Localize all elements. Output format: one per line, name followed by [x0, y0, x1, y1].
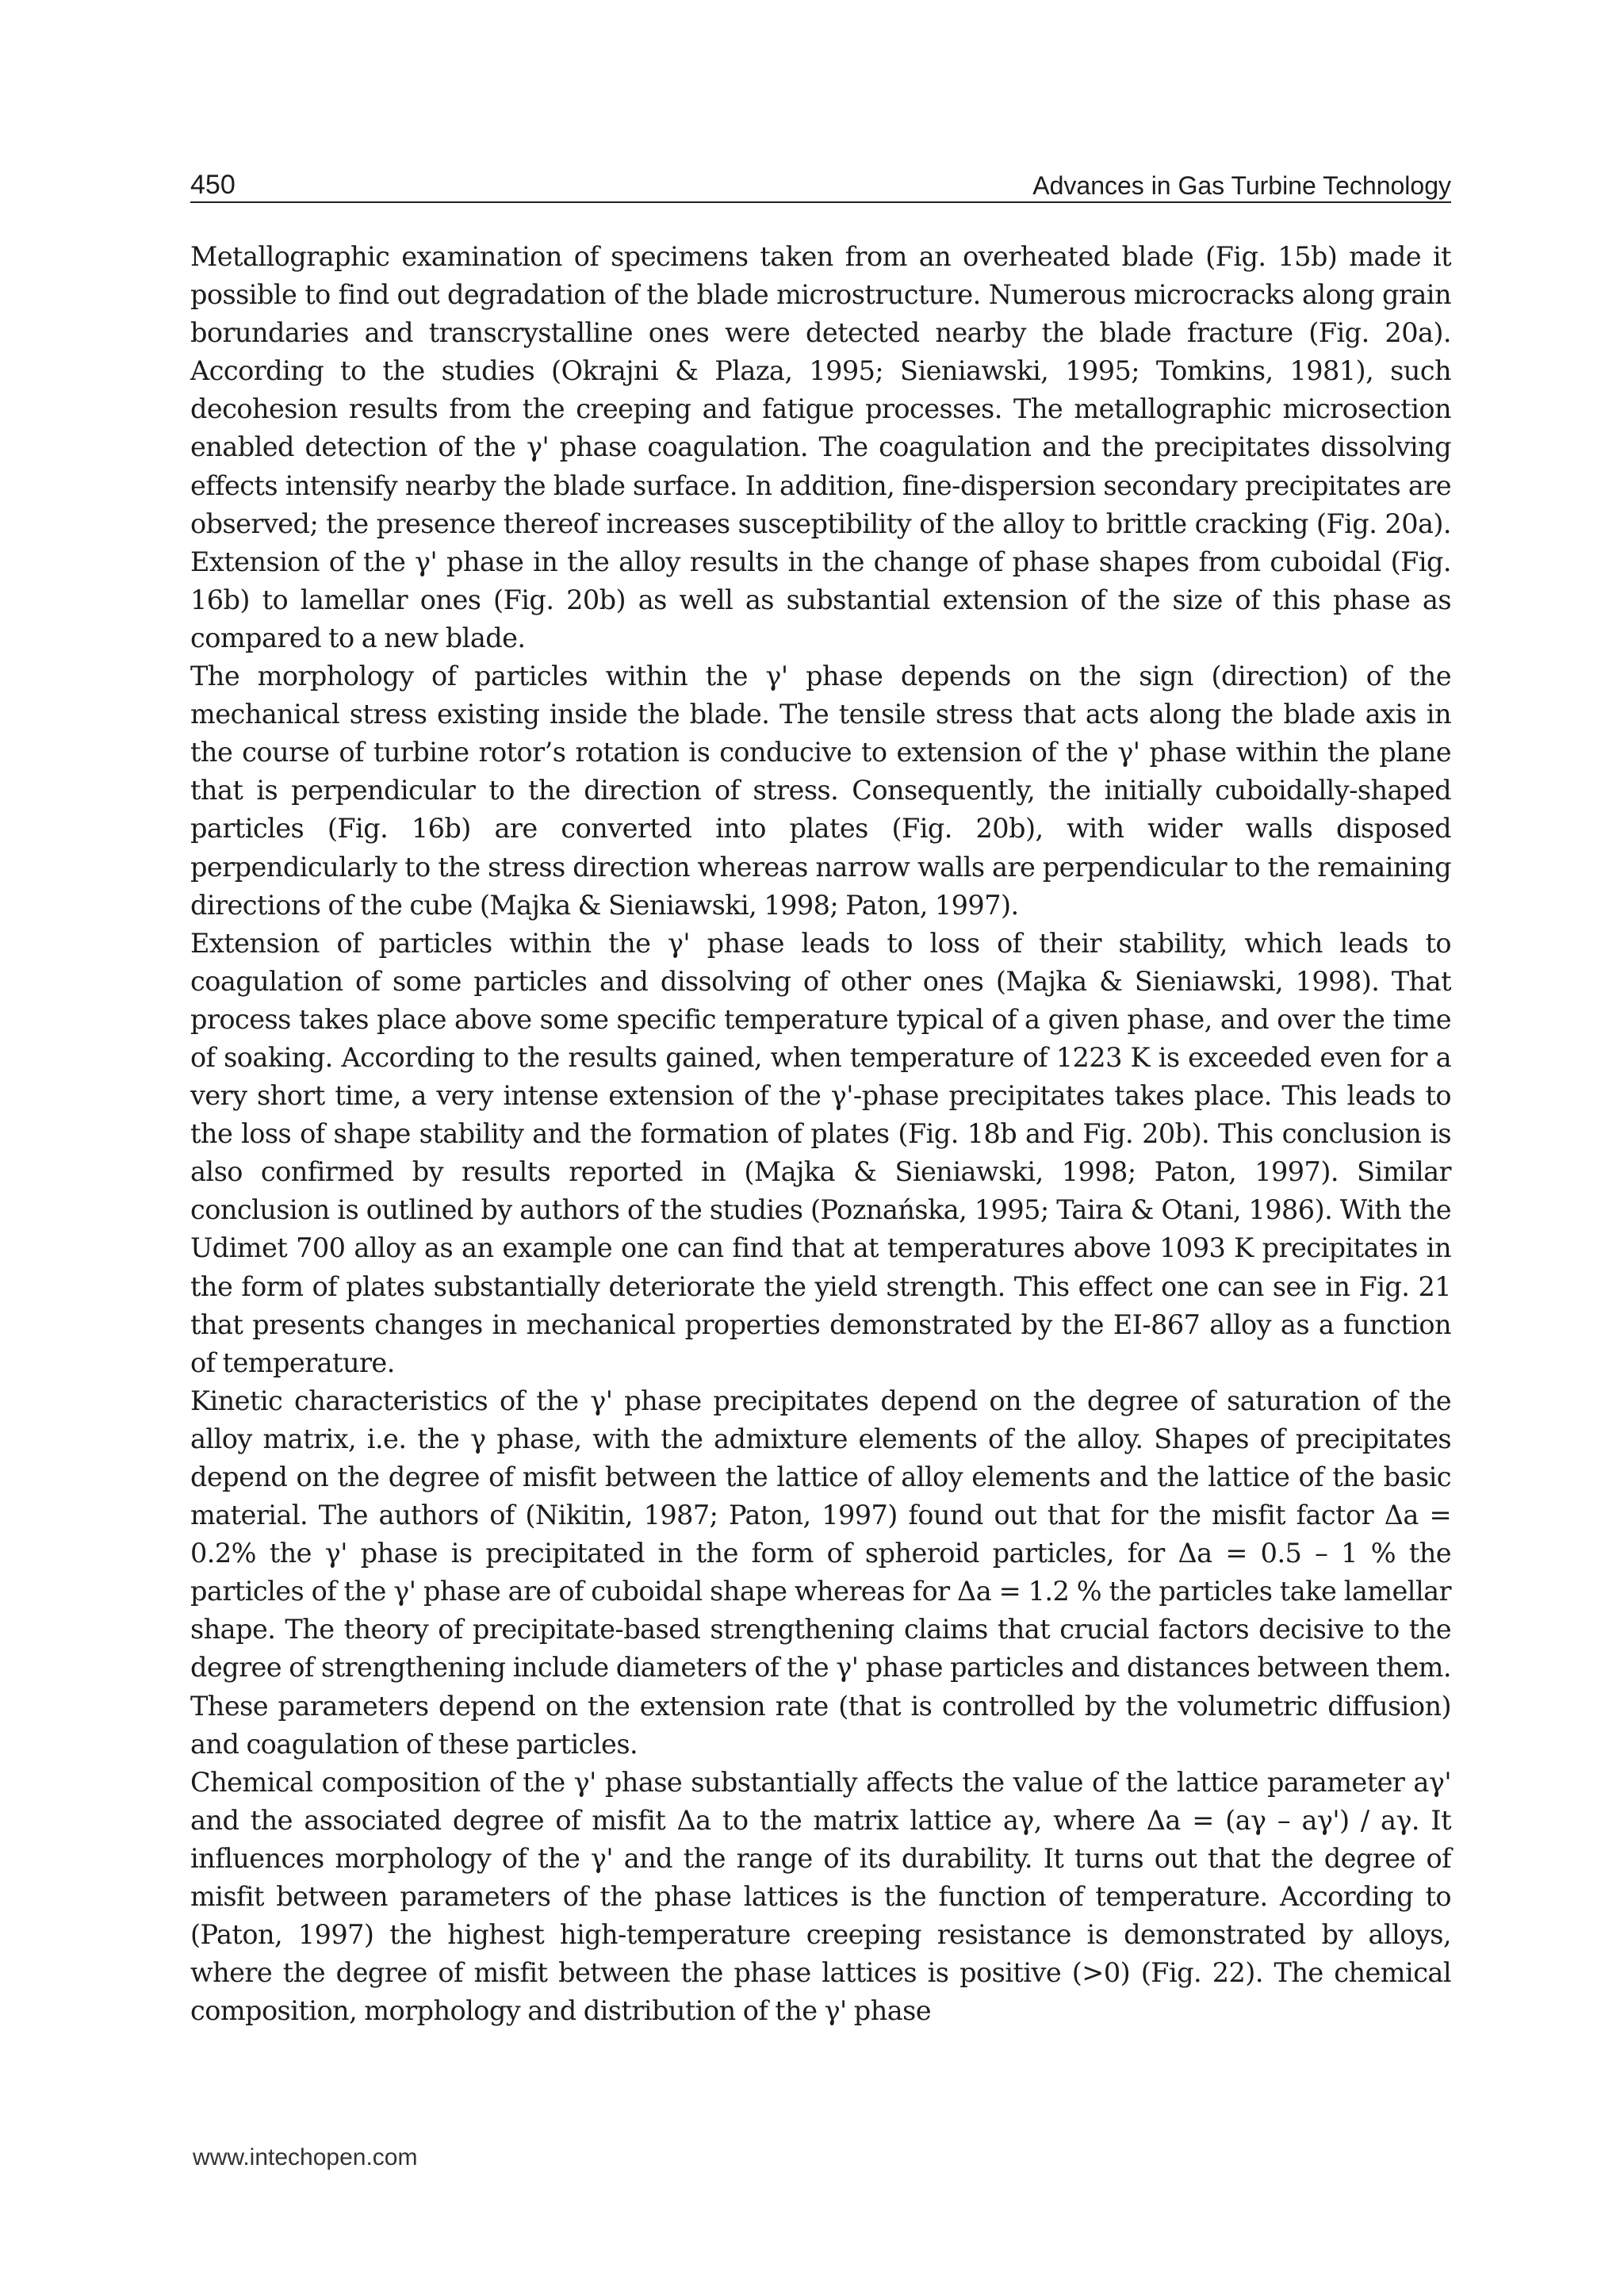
footer-url: www.intechopen.com — [193, 2144, 418, 2170]
body-text — [190, 238, 1451, 2030]
paragraph-text: Kinetic characteristics of the γ' phase precipitates depend on the degree of saturation of the alloy matrix, i.e. the γ phase, with the admixture elements of the alloy. Shapes of precipitates depend on the degree of misfit between the lattice of alloy elements and the lattice of the basic material. The authors of (Nikitin, 1987; Paton, 1997) found out that for the misfit factor Δa = 0.2% the γ' phase is precipitated in the form of spheroid particles, for Δa = 0.5 – 1 % the particles of the γ' phase are of cuboidal shape whereas for Δa = 1.2 % the particles take lamellar shape. The theory of precipitate-based strengthening claims that crucial factors decisive to the degree of strengthening include diameters of the γ' phase particles and distances between them. These parameters depend on the extension rate (that is controlled by the volumetric diffusion) and coagulation of these particles. — [190, 1385, 1451, 1760]
paragraph-text: The morphology of particles within the γ' phase depends on the sign (direction) of the mechanical stress existing inside the blade. The tensile stress that acts along the blade axis in the course of turbine rotor’s rotation is conducive to extension of the γ' phase within the plane that is perpendicular to the direction of stress. Consequently, the initially cuboidally-shaped particles (Fig. 16b) are converted into plates (Fig. 20b), with wider walls disposed perpendicularly to the stress direction whereas narrow walls are perpendicular to the remaining directions of the cube (Majka & Sieniawski, 1998; Paton, 1997). — [190, 661, 1451, 921]
paragraph-text: Metallographic examination of specimens taken from an overheated blade (Fig. 15b) made it possible to find out degradation of the blade microstructure. Numerous microcracks along grain borundaries and transcrystalline ones were detected nearby the blade fracture (Fig. 20a). According to the studies (Okrajni & Plaza, 1995; Sieniawski, 1995; Tomkins, 1981), such decohesion results from the creeping and fatigue processes. The metallographic microsection enabled detection of the γ' phase coagulation. The coagulation and the precipitates dissolving effects intensify nearby the blade surface. In addition, fine-dispersion secondary precipitates are observed; the presence thereof increases susceptibility of the alloy to brittle cracking (Fig. 20a). Extension of the γ' phase in the alloy results in the change of phase shapes from cuboidal (Fig. 16b) to lamellar ones (Fig. 20b) as well as substantial extension of the size of this phase as compared to a new blade. — [190, 241, 1451, 653]
page-number: 450 — [190, 170, 236, 200]
page-header — [190, 160, 1451, 203]
paragraph-1 — [190, 238, 1451, 657]
paragraph-3 — [190, 925, 1451, 1382]
paragraph-text: Extension of particles within the γ' phase leads to loss of their stability, which leads to coagulation of some particles and dissolving of other ones (Majka & Sieniawski, 1998). That process takes place above some specific temperature typical of a given phase, and over the time of soaking. According to the results gained, when temperature of 1223 K is exceeded even for a very short time, a very intense extension of the γ'-phase precipitates takes place. This leads to the loss of shape stability and the formation of plates (Fig. 18b and Fig. 20b). This conclusion is also confirmed by results reported in (Majka & Sieniawski, 1998; Paton, 1997). Similar conclusion is outlined by authors of the studies (Poznańska, 1995; Taira & Otani, 1986). With the Udimet 700 alloy as an example one can find that at temperatures above 1093 K precipitates in the form of plates substantially deteriorate the yield strength. This effect one can see in Fig. 21 that presents changes in mechanical properties demonstrated by the EI-867 alloy as a function of temperature. — [190, 927, 1451, 1378]
paragraph-4 — [190, 1382, 1451, 1764]
running-title: Advances in Gas Turbine Technology — [1032, 171, 1451, 200]
paragraph-text: Chemical composition of the γ' phase substantially affects the value of the lattice parameter aγ' and the associated degree of misfit Δa to the matrix lattice aγ, where Δa = (aγ – aγ') / aγ. It influences morphology of the γ' and the range of its durability. It turns out that the degree of misfit between parameters of the phase lattices is the function of temperature. According to (Paton, 1997) the highest high-temperature creeping resistance is demonstrated by alloys, where the degree of misfit between the phase lattices is positive (>0) (Fig. 22). The chemical composition, morphology and distribution of the γ' phase — [190, 1766, 1451, 2027]
paragraph-5 — [190, 1764, 1451, 2031]
paragraph-2 — [190, 657, 1451, 925]
